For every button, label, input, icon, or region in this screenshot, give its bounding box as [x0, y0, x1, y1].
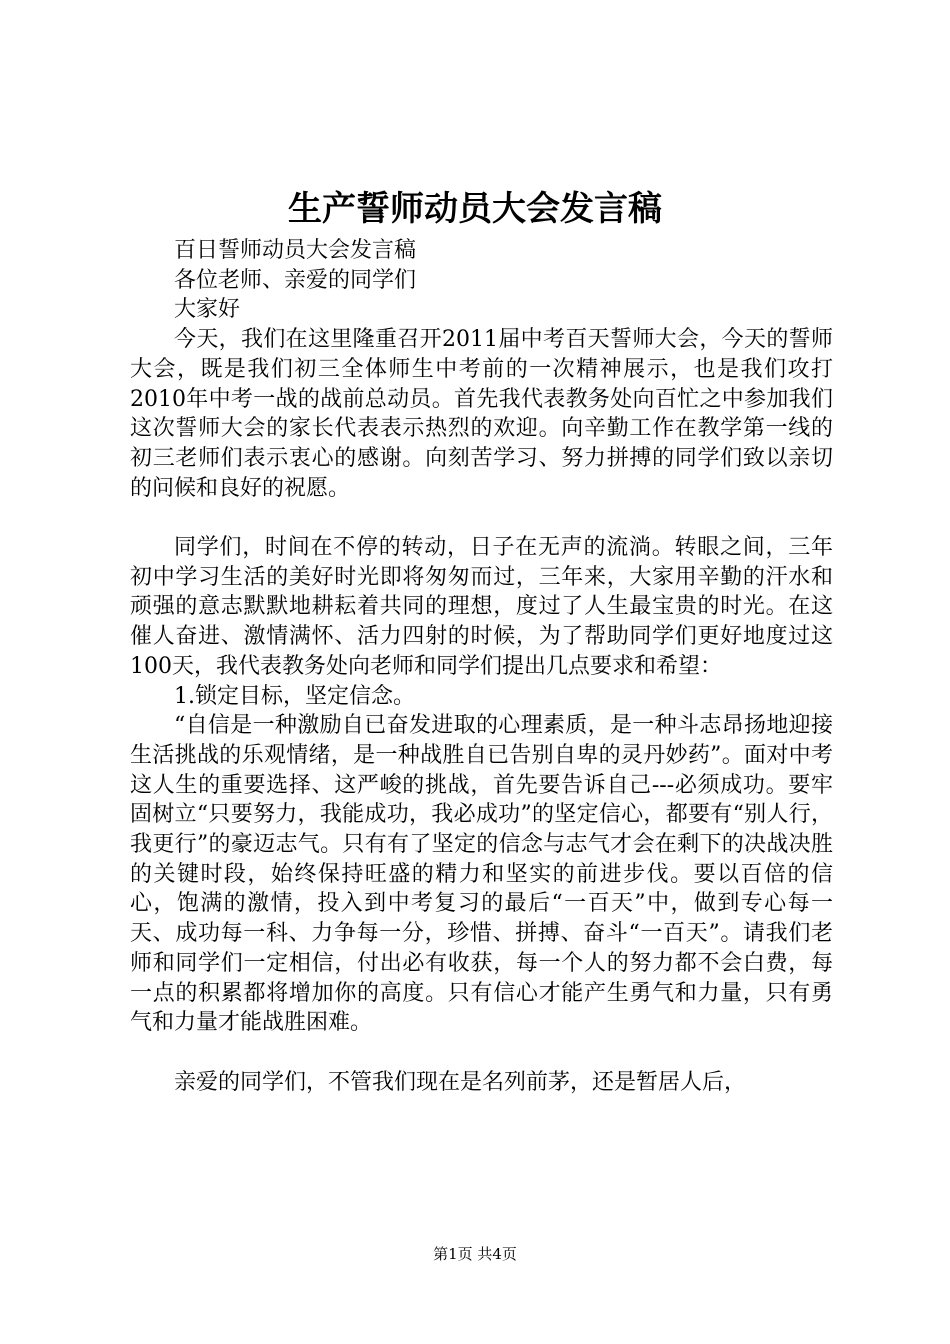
paragraph-confidence: “自信是一种激励自已奋发进取的心理素质，是一种斗志昂扬地迎接生活挑战的乐观情绪，是一种战胜自已告别自卑的灵丹妙药”。面对中考这人生的重要选择、这严峻的挑战，首先要告诉自己---必须成功。要牢固树立“只要努力，我能成功，我必成功”的坚定信心，都要有“别人行，我更行”的豪迈志气。只有有了坚定的信念与志气才会在剩下的决战决胜的关键时段，始终保持旺盛的精力和坚实的前进步伐。要以百倍的信心，饱满的激情，投入到中考复习的最后“一百天”中，做到专心每一天、成功每一科、力争每一分，珍惜、拼搏、奋斗“一百天”。请我们老师和同学们一定相信，付出必有收获，每一个人的努力都不会白费，每一点的积累都将增加你的高度。只有信心才能产生勇气和力量，只有勇气和力量才能战胜困难。: [130, 713, 833, 1036]
paragraph-heading-goal: 1.锁定目标，坚定信念。: [174, 683, 415, 709]
paragraph-subtitle: 百日誓师动员大会发言稿: [174, 238, 417, 263]
paragraph-closing: 亲爱的同学们，不管我们现在是名列前茅，还是暂居人后，: [174, 1069, 747, 1095]
page-footer: 第1页 共4页: [433, 1245, 517, 1263]
paragraph-opening: 今天，我们在这里隆重召开2011届中考百天誓师大会，今天的誓师大会，既是我们初三全体师生中考前的一次精神展示，也是我们攻打2010年中考一战的战前总动员。首先我代表教务处向百忙之中参加我们这次誓师大会的家长代表表示热烈的欢迎。向辛勤工作在教学第一线的初三老师们表示衷心的感谢。向刻苦学习、努力拼搏的同学们致以亲切的问候和良好的祝愿。: [130, 327, 833, 501]
document-body: [130, 236, 833, 1097]
document-title: 生产誓师动员大会发言稿: [288, 189, 662, 229]
paragraph-time: 同学们，时间在不停的转动，日子在无声的流淌。转眼之间，三年初中学习生活的美好时光即将匆匆而过，三年来，大家用辛勤的汗水和顽强的意志默默地耕耘着共同的理想，度过了人生最宝贵的时光。在这催人奋进、激情满怀、活力四射的时候，为了帮助同学们更好地度过这100天，我代表教务处向老师和同学们提出几点要求和希望：: [130, 535, 833, 679]
paragraph-salutation: 各位老师、亲爱的同学们: [174, 267, 417, 293]
paragraph-greeting: 大家好: [174, 297, 241, 323]
